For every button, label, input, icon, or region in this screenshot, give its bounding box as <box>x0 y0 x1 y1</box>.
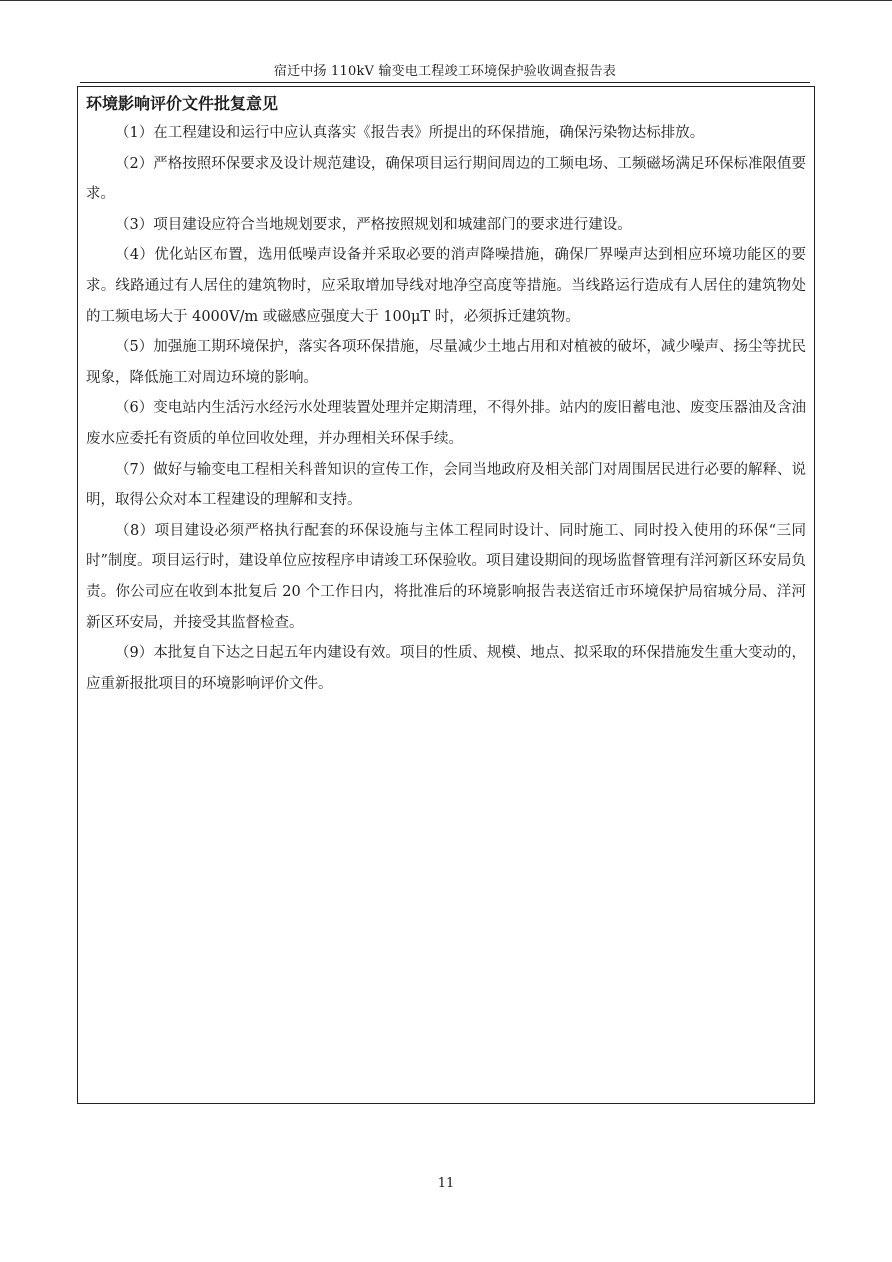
paragraph-2: （2）严格按照环保要求及设计规范建设，确保项目运行期间周边的工频电场、工频磁场满足环保标准限值要求。 <box>86 155 806 203</box>
top-page-rule <box>0 0 892 1</box>
approval-opinions-box <box>77 86 815 1104</box>
paragraph-3: （3）项目建设应符合当地规划要求，严格按照规划和城建部门的要求进行建设。 <box>115 216 632 233</box>
paragraph-4: （4）优化站区布置，选用低噪声设备并采取必要的消声降噪措施，确保厂界噪声达到相应环境功能区的要求。线路通过有人居住的建筑物时，应采取增加导线对地净空高度等措施。当线路运行造成有人居住的建筑物处的工频电场大于 4000V/m 或磁感应强度大于 100μT 时，必须拆迁建筑物。 <box>86 247 806 325</box>
paragraph-5: （5）加强施工期环境保护，落实各项环保措施，尽量减少土地占用和对植被的破坏，减少噪声、扬尘等扰民现象，降低施工对周边环境的影响。 <box>86 339 806 386</box>
header-rule <box>80 82 810 83</box>
section-title: 环境影响评价文件批复意见 <box>86 94 279 113</box>
paragraph-6: （6）变电站内生活污水经污水处理装置处理并定期清理，不得外排。站内的废旧蓄电池、废变压器油及含油废水应委托有资质的单位回收处理，并办理相关环保手续。 <box>86 400 806 447</box>
paragraph-1: （1）在工程建设和运行中应认真落实《报告表》所提出的环保措施，确保污染物达标排放。 <box>115 125 705 141</box>
page-number: 11 <box>437 1176 455 1191</box>
running-header: 宿迁中扬 110kV 输变电工程竣工环境保护验收调查报告表 <box>273 64 617 79</box>
paragraph-9: （9）本批复自下达之日起五年内建设有效。项目的性质、规模、地点、拟采取的环保措施发生重大变动的，应重新报批项目的环境影响评价文件。 <box>86 645 806 692</box>
paragraph-8: （8）项目建设必须严格执行配套的环保设施与主体工程同时设计、同时施工、同时投入使用的环保“三同时”制度。项目运行时，建设单位应按程序申请竣工环保验收。项目建设期间的现场监督管理有洋河新区环安局负责。你公司应在收到本批复后 20 个工作日内，将批准后的环境影响报告表送宿迁市环境保护局宿城分局、洋河新区环安局，并接受其监督检查。 <box>86 522 806 631</box>
paragraph-7: （7）做好与输变电工程相关科普知识的宣传工作，会同当地政府及相关部门对周围居民进行必要的解释、说明，取得公众对本工程建设的理解和支持。 <box>86 461 806 509</box>
